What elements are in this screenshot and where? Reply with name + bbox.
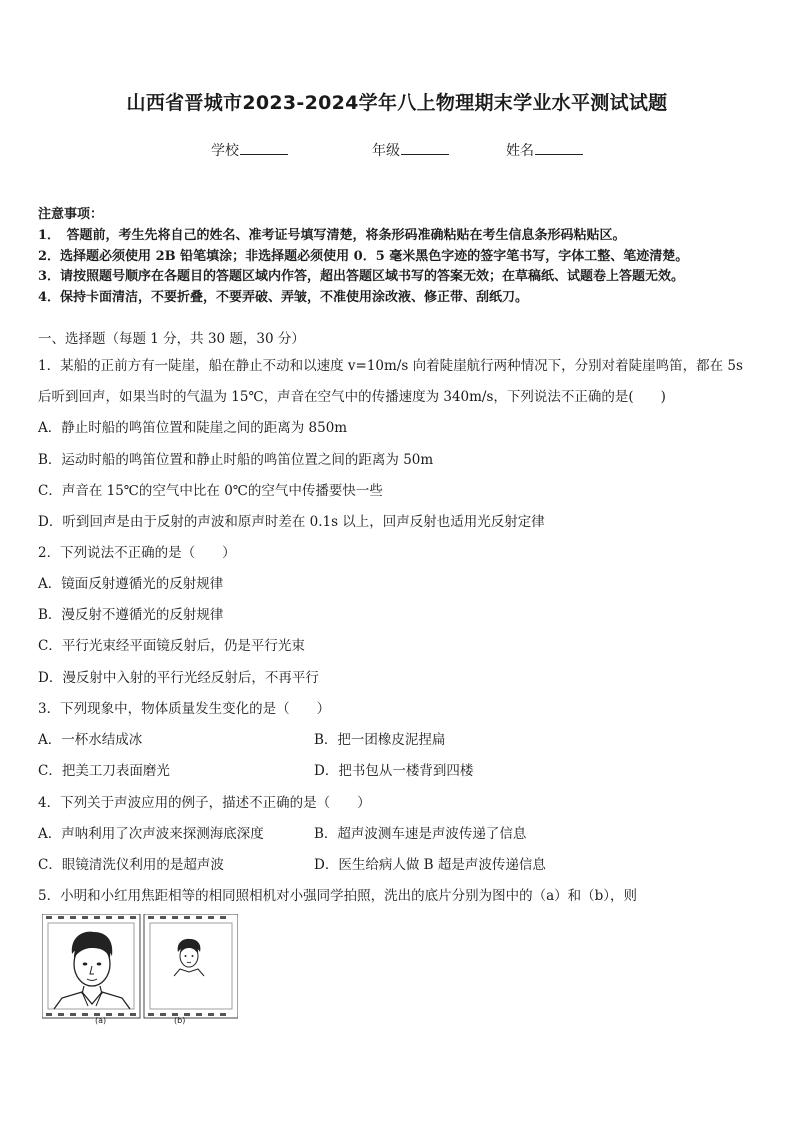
q3-stem: 3．下列现象中，物体质量发生变化的是（ ）	[38, 701, 331, 717]
film-negative-a	[42, 914, 140, 1018]
notice-item-4: 4．保持卡面清洁，不要折叠，不要弄破、弄皱，不准使用涂改液、修正带、刮纸刀。	[38, 290, 529, 305]
q1-stem-line2: 后听到回声，如果当时的气温为 15℃，声音在空气中的传播速度为 340m/s，下列说法不正确的是( )	[38, 389, 666, 405]
q1-option-c: C．声音在 15℃的空气中比在 0℃的空气中传播要快一些	[38, 483, 383, 499]
q2-stem: 2．下列说法不正确的是（ ）	[38, 545, 236, 561]
q3-option-d: D．把书包从一楼背到四楼	[314, 763, 474, 779]
name-field	[506, 140, 583, 160]
school-field	[211, 140, 288, 160]
name-label: 姓名	[506, 143, 534, 159]
q3-option-c: C．把美工刀表面磨光	[38, 763, 170, 779]
notice-item-3: 3．请按照题号顺序在各题目的答题区域内作答，超出答题区域书写的答案无效；在草稿纸、试题卷上答题无效。	[38, 269, 685, 284]
q5-stem: 5．小明和小红用焦距相等的相同照相机对小强同学拍照，洗出的底片分别为图中的（a）和（b），则	[38, 888, 638, 904]
figure-caption-b: (b)	[174, 1016, 186, 1025]
q2-option-d: D．漫反射中入射的平行光经反射后，不再平行	[38, 670, 319, 686]
notice-item-2: 2．选择题必须使用 2B 铅笔填涂；非选择题必须使用 0．5 毫米黑色字迹的签字笔书写，字体工整、笔迹清楚。	[38, 249, 689, 264]
film-negative-b	[144, 914, 238, 1018]
q4-option-d: D．医生给病人做 B 超是声波传递信息	[314, 857, 546, 873]
q3-option-b: B．把一团橡皮泥捏扁	[314, 732, 446, 748]
notice-item-1: 1． 答题前，考生先将自己的姓名、准考证号填写清楚，将条形码准确粘贴在考生信息条形码粘贴区。	[38, 228, 626, 243]
film-negatives-figure	[42, 914, 238, 1032]
grade-label: 年级	[372, 143, 400, 159]
school-blank	[240, 142, 288, 155]
q4-option-c: C．眼镜清洗仪利用的是超声波	[38, 857, 224, 873]
figure-caption-a: (a)	[95, 1016, 107, 1025]
name-blank	[535, 142, 583, 155]
q3-option-a: A．一杯水结成冰	[38, 732, 143, 748]
exam-title: 山西省晋城市2023-2024学年八上物理期末学业水平测试试题	[126, 92, 668, 114]
section-heading: 一、选择题（每题 1 分，共 30 题，30 分）	[38, 331, 305, 347]
q1-stem-line1: 1．某船的正前方有一陡崖，船在静止不动和以速度 v=10m/s 向着陡崖航行两种情况下，分别对着陡崖鸣笛，都在 5s	[38, 358, 743, 374]
q1-option-d: D．听到回声是由于反射的声波和原声时差在 0.1s 以上，回声反射也适用光反射定律	[38, 514, 545, 530]
school-label: 学校	[211, 143, 239, 159]
q4-option-a: A．声呐利用了次声波来探测海底深度	[38, 826, 264, 842]
grade-field	[372, 140, 449, 160]
grade-blank	[401, 142, 449, 155]
q1-option-a: A．静止时船的鸣笛位置和陡崖之间的距离为 850m	[38, 420, 348, 436]
notice-heading: 注意事项：	[38, 207, 104, 222]
q1-option-b: B．运动时船的鸣笛位置和静止时船的鸣笛位置之间的距离为 50m	[38, 452, 434, 468]
q2-option-c: C．平行光束经平面镜反射后，仍是平行光束	[38, 638, 305, 654]
q2-option-a: A．镜面反射遵循光的反射规律	[38, 576, 224, 592]
q4-option-b: B．超声波测车速是声波传递了信息	[314, 826, 527, 842]
q4-stem: 4．下列关于声波应用的例子，描述不正确的是（ ）	[38, 795, 371, 811]
q2-option-b: B．漫反射不遵循光的反射规律	[38, 607, 224, 623]
